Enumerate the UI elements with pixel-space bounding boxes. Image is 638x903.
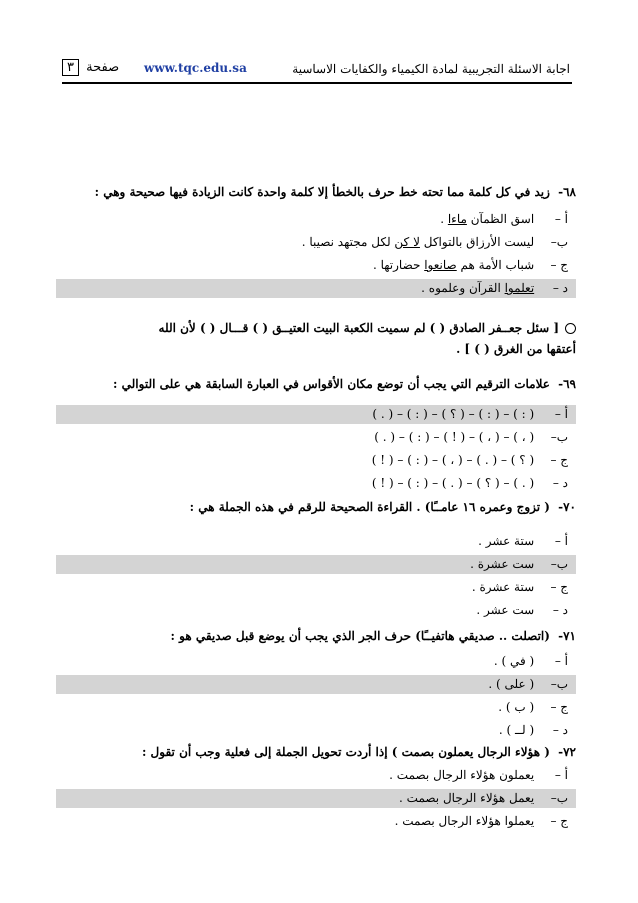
option-label: ج –	[550, 814, 568, 828]
question-number: ٧٠-	[558, 500, 576, 514]
option-label: د –	[552, 281, 568, 295]
q71-option-c	[56, 698, 576, 717]
q70-option-c	[56, 578, 576, 597]
question-number: ٧٢-	[558, 745, 576, 759]
question-68	[56, 185, 576, 199]
option-label: أ –	[554, 407, 568, 421]
note-line-2: أعتقها من الغرق ( ) ] .	[456, 342, 576, 356]
option-text: ست عشرة .	[470, 557, 535, 571]
q72-option-b	[56, 789, 576, 808]
q69-option-a	[56, 405, 576, 424]
option-label: أ –	[554, 212, 568, 226]
question-70	[56, 500, 576, 514]
option-label: ج –	[550, 258, 568, 272]
question-text: زيد في كل كلمة مما تحته خط حرف بالخطأ إلا كلمة واحدة كانت الزيادة فيها صحيحة وهي :	[94, 185, 550, 199]
option-text: ستة عشرة .	[471, 580, 535, 594]
option-label: ج –	[550, 580, 568, 594]
q70-option-a	[56, 532, 576, 551]
q68-option-c	[56, 256, 576, 275]
option-text: شباب الأمة هم صانعوا حضارتها .	[372, 258, 535, 272]
q71-option-d	[56, 721, 576, 740]
question-72	[56, 745, 576, 759]
option-label: ب–	[550, 557, 568, 571]
option-text: يعمل هؤلاء الرجال بصمت .	[399, 791, 535, 805]
page-label: صفحة	[86, 60, 120, 75]
q70-option-b	[56, 555, 576, 574]
question-text: ( تزوج وعمره ١٦ عامــًا) . القراءة الصحيحة للرقم في هذه الجملة هي :	[189, 500, 550, 514]
option-label: د –	[552, 603, 568, 617]
option-label: ب–	[550, 235, 568, 249]
option-text: ( في ) .	[493, 654, 535, 668]
option-text: اسق الظمآن ماءا .	[440, 212, 535, 226]
q68-option-b	[56, 233, 576, 252]
q68-option-a	[56, 210, 576, 229]
question-text: ( هؤلاء الرجال يعملون بصمت ) إذا أردت تحويل الجملة إلى فعلية وجب أن تقول :	[141, 745, 550, 759]
q71-option-a	[56, 652, 576, 671]
option-text: تعلموا القرآن وعلموه .	[421, 281, 535, 295]
option-text: ( لــ ) .	[498, 723, 535, 737]
q72-option-c	[56, 812, 576, 831]
option-text: ستة عشر .	[478, 534, 535, 548]
circle-bullet-icon	[565, 323, 576, 334]
question-69	[56, 377, 576, 391]
page-number-box: ٣	[62, 59, 79, 76]
option-label: أ –	[554, 534, 568, 548]
q69-option-d	[56, 474, 576, 493]
option-text: يعملون هؤلاء الرجال بصمت .	[389, 768, 535, 782]
q70-option-d	[56, 601, 576, 620]
option-label: د –	[552, 723, 568, 737]
option-text: ليست الأرزاق بالتواكل لا كن لكل مجتهد نصيبا .	[301, 235, 535, 249]
option-text: ( ب ) .	[498, 700, 535, 714]
q71-option-b	[56, 675, 576, 694]
passage-note	[56, 318, 576, 360]
question-71	[56, 629, 576, 643]
header-url[interactable]: www.tqc.edu.sa	[144, 61, 247, 75]
option-text: ( على ) .	[488, 677, 535, 691]
question-text: (اتصلت .. صديقي هاتفيــًا) حرف الجر الذي يجب أن يوضع قبل صديقي هو :	[170, 629, 550, 643]
question-number: ٧١-	[558, 629, 576, 643]
question-number: ٦٩-	[558, 377, 576, 391]
option-label: ج –	[550, 700, 568, 714]
note-line-1: [ سئل جعــفر الصادق ( ) لم سميت الكعبة البيت العتيــق ( ) قـــال ( ) لأن الله	[56, 318, 576, 339]
page-header	[62, 52, 572, 84]
option-label: أ –	[554, 654, 568, 668]
option-label: أ –	[554, 768, 568, 782]
option-label: ب–	[550, 791, 568, 805]
q68-option-d	[56, 279, 576, 298]
option-text: ( ، ) – ( ، ) – ( ! ) – ( : ) – ( . )	[374, 430, 535, 444]
option-label: ج –	[550, 453, 568, 467]
option-text: ( ؟ ) – ( . ) – ( ، ) – ( : ) – ( ! )	[371, 453, 535, 467]
option-text: يعملوا هؤلاء الرجال بصمت .	[394, 814, 535, 828]
option-label: د –	[552, 476, 568, 490]
question-text: علامات الترقيم التي يجب أن توضع مكان الأقواس في العبارة السابقة هي على التوالي :	[113, 377, 550, 391]
q69-option-c	[56, 451, 576, 470]
q69-option-b	[56, 428, 576, 447]
option-text: ست عشر .	[476, 603, 535, 617]
option-label: ب–	[550, 677, 568, 691]
question-number: ٦٨-	[558, 185, 576, 199]
option-text: ( : ) – ( : ) – ( ؟ ) – ( : ) – ( . )	[372, 407, 535, 421]
q72-option-a	[56, 766, 576, 785]
option-text: ( . ) – ( ؟ ) – ( . ) – ( : ) – ( ! )	[371, 476, 535, 490]
header-title: اجابة الاسئلة التجريبية لمادة الكيمياء والكفايات الاساسية	[292, 62, 570, 76]
header-page-number	[62, 59, 119, 76]
option-label: ب–	[550, 430, 568, 444]
